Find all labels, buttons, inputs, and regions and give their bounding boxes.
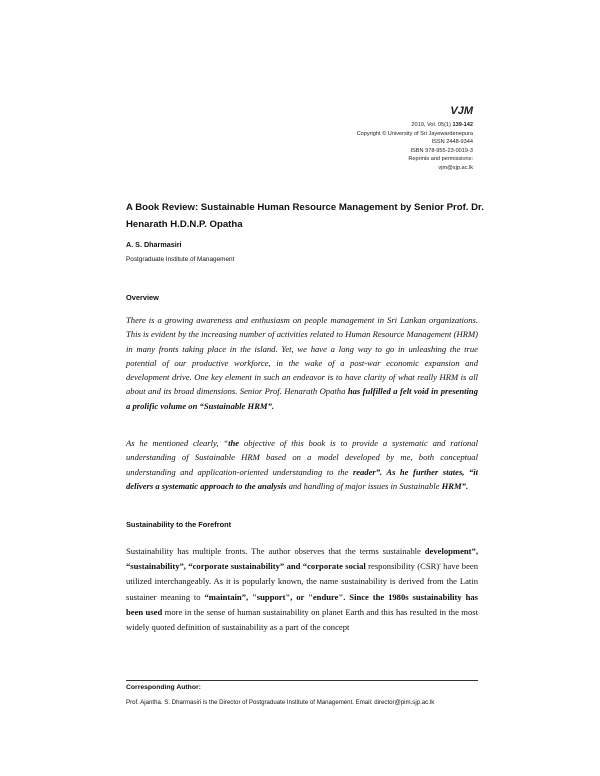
article-title: A Book Review: Sustainable Human Resource Management by Senior Prof. Dr. Henarath H.D.N.P. Opatha bbox=[126, 202, 484, 230]
journal-logo: VJM bbox=[450, 105, 473, 117]
isbn: ISBN 978-955-23-0019-3 bbox=[410, 147, 473, 154]
footnote-divider bbox=[126, 680, 478, 681]
journal-header bbox=[357, 105, 473, 173]
overview-heading: Overview bbox=[126, 293, 159, 302]
citation: 2019, Vol. 05(1) 139-142 bbox=[411, 122, 473, 128]
sustainability-heading: Sustainability to the Forefront bbox=[126, 520, 232, 529]
citation-pages: 139-142 bbox=[452, 122, 473, 128]
reprints-label: Reprints and permissions: bbox=[408, 156, 473, 163]
copyright: Copyright © University of Sri Jayewardenepura bbox=[356, 130, 473, 137]
sustainability-paragraph: Sustainability has multiple fronts. The author observes that the terms sustainable development”, “sustainability”, “corporate sustainability” and “corporate social responsibility (CSR)' have been utilized interchangeably. As it is popularly known, the name sustainability is derived from the Latin sustainer meaning to “maintain”, "support", or "endure". Since the 1980s sustainability has been used more in the sense of human sustainability on planet Earth and this has resulted in the most widely quoted definition of sustainability as a part of the concept bbox=[126, 546, 478, 633]
author-name: A. S. Dharmasiri bbox=[126, 240, 182, 249]
corresponding-author-heading: Corresponding Author: bbox=[126, 684, 201, 691]
author-affiliation: Postgraduate Institute of Management bbox=[126, 256, 235, 263]
overview-paragraph: There is a growing awareness and enthusiasm on people management in Sri Lankan organizations. This is evident by the increasing number of activities related to Human Resource Management (HRM) in many fronts taking place in the island. Yet, we have a long way to go in unleashing the true potential of our productive workforce, in the wake of a post-war economic expansion and development drive. One key element in such an endeavor is to have clarity of what really HRM is all about and its broad dimensions. Senior Prof. Henarath Opatha has fulfilled a felt void in presenting a prolific volume on “Sustainable HRM”. bbox=[126, 315, 478, 411]
corresponding-author-text: Prof. Ajantha. S. Dharmasiri is the Director of Postgraduate Institute of Management. Email: director@pim.sjp.ac.lk bbox=[126, 699, 435, 706]
journal-email: vjm@sjp.ac.lk bbox=[438, 164, 473, 171]
issn: ISSN 2448-9344 bbox=[431, 139, 473, 146]
quote-paragraph: As he mentioned clearly, “the objective of this book is to provide a systematic and rational understanding of Sustainable HRM based on a model developed by me, both conceptual understanding and application-oriented understanding to the reader”. As he further states, “it delivers a systematic approach to the analysis and handling of major issues in Sustainable HRM”. bbox=[126, 438, 478, 491]
overview-bold-phrase: has fulfilled a felt void in presenting a prolific volume on “Sustainable HRM”. bbox=[126, 386, 478, 411]
